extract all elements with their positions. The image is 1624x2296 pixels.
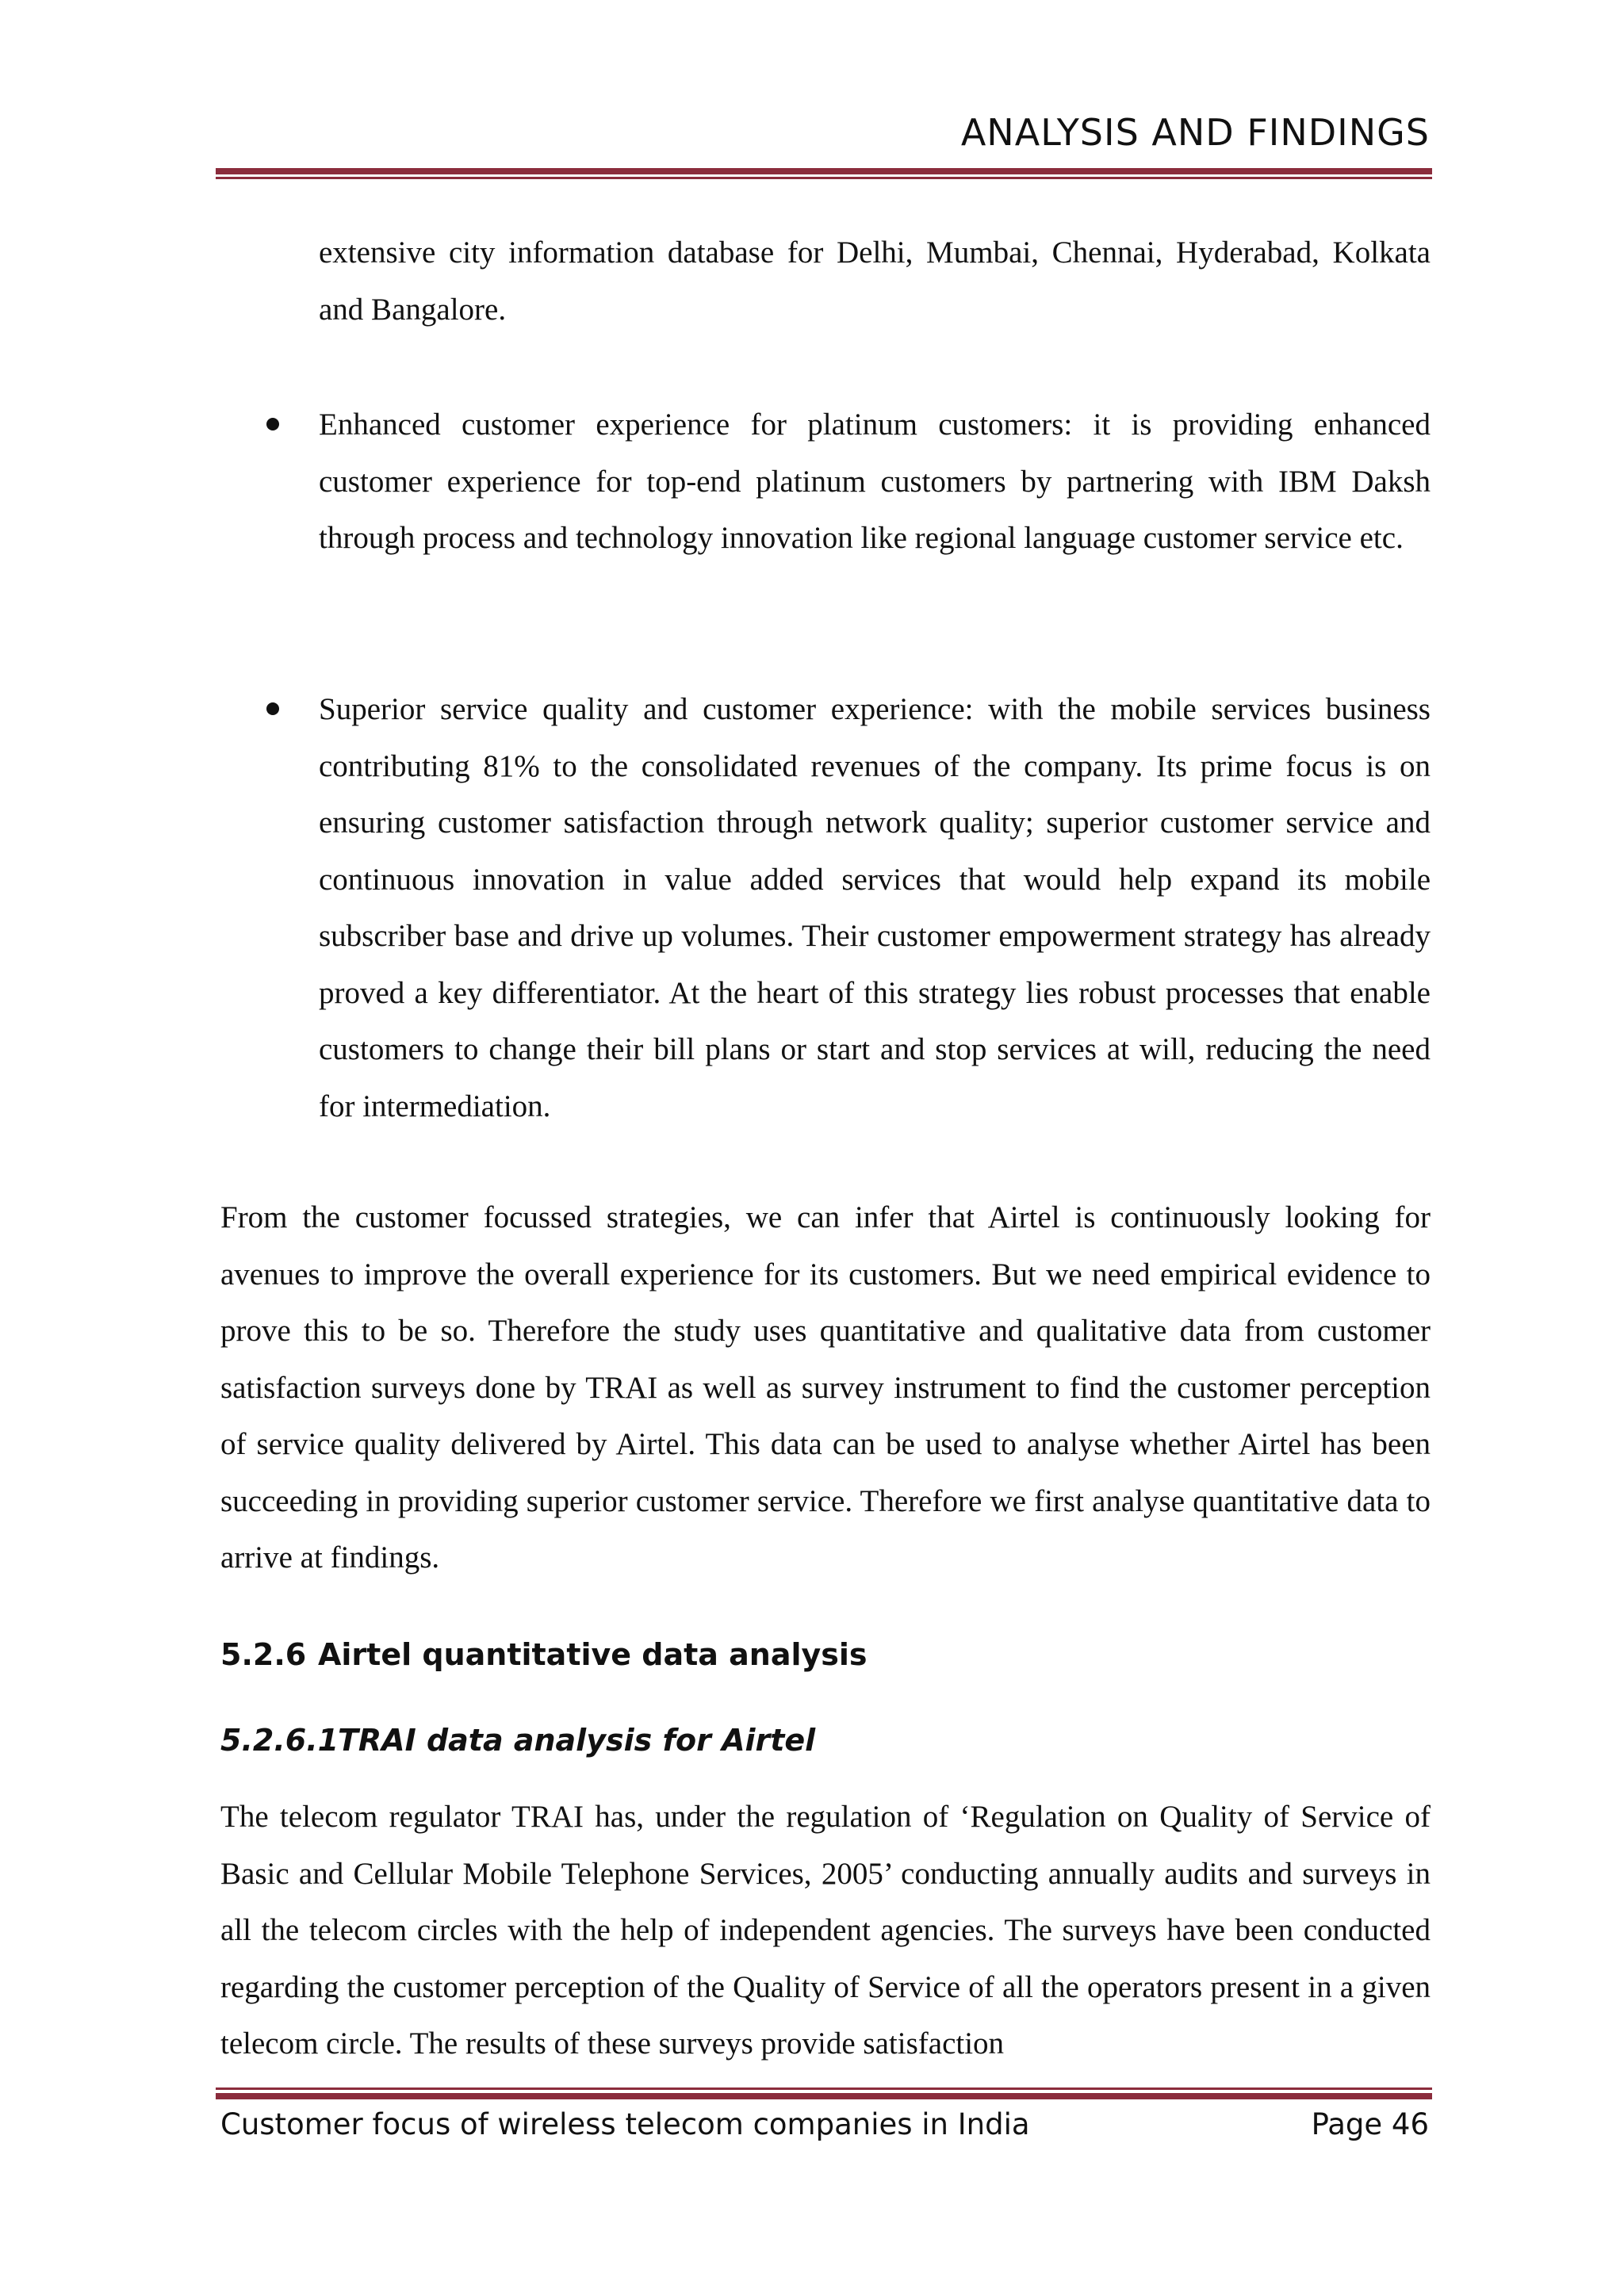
section-title: Airtel quantitative data analysis	[318, 1637, 868, 1672]
bullet-item-1: Enhanced customer experience for platinum customers: it is providing enhanced customer experience for top-end platinum customers by partnering with IBM Daksh through process and technology innovation like regional language customer service etc.	[319, 408, 1431, 555]
running-header: ANALYSIS AND FINDINGS	[960, 111, 1430, 154]
page-number: Page 46	[1311, 2107, 1429, 2141]
header-rule-thick	[216, 168, 1432, 174]
section-heading	[220, 1637, 868, 1672]
footer-title: Customer focus of wireless telecom companies in India	[220, 2107, 1030, 2141]
footer-rule-thin	[216, 2087, 1432, 2090]
body-paragraph-2: The telecom regulator TRAI has, under the regulation of ‘Regulation on Quality of Service of Basic and Cellular Mobile Telephone Services, 2005’ conducting annually audits and surveys in all the telecom circles with the help of independent agencies. The surveys have been conducted regarding the customer perception of the Quality of Service of all the operators present in a given telecom circle. The results of these surveys provide satisfaction	[220, 1800, 1431, 2061]
section-number: 5.2.6	[220, 1637, 307, 1672]
footer-rule-thick	[216, 2093, 1432, 2099]
header-rule-thin	[216, 177, 1432, 179]
subsection-heading	[220, 1723, 815, 1758]
bullet-item-2: Superior service quality and customer experience: with the mobile services business contributing 81% to the consolidated revenues of the company. Its prime focus is on ensuring customer satisfaction through network quality; superior customer service and continuous innovation in value added services that would help expand its mobile subscriber base and drive up volumes. Their customer empowerment strategy has already proved a key differentiator. At the heart of this strategy lies robust processes that enable customers to change their bill plans or start and stop services at will, reducing the need for intermediation.	[319, 692, 1431, 1123]
subsection-number: 5.2.6.1	[220, 1723, 339, 1758]
continuation-paragraph: extensive city information database for Delhi, Mumbai, Chennai, Hyderabad, Kolkata and Bangalore.	[319, 235, 1431, 327]
bullet-dot-1	[266, 418, 279, 430]
bullet-dot-2	[266, 702, 279, 715]
body-paragraph-1: From the customer focussed strategies, we can infer that Airtel is continuously looking for avenues to improve the overall experience for its customers. But we need empirical evidence to prove this to be so. Therefore the study uses quantitative and qualitative data from customer satisfaction surveys done by TRAI as well as survey instrument to find the customer perception of service quality delivered by Airtel. This data can be used to analyse whether Airtel has been succeeding in providing superior customer service. Therefore we first analyse quantitative data to arrive at findings.	[220, 1200, 1431, 1575]
subsection-title: TRAI data analysis for Airtel	[338, 1723, 816, 1758]
